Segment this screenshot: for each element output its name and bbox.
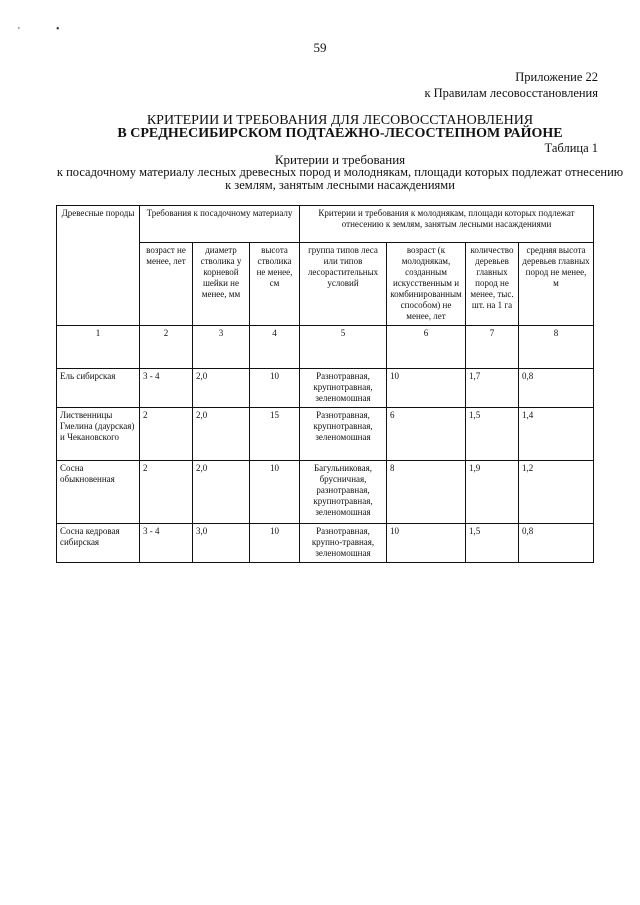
tree-count-cell: 1,7 [466, 369, 519, 408]
tree-count-cell: 1,5 [466, 408, 519, 461]
diameter-cell: 2,0 [193, 369, 250, 408]
planting-age-cell: 2 [140, 461, 193, 524]
appendix-reference: к Правилам лесовосстановления [424, 86, 598, 100]
forest-type-cell: Разнотравная, крупнотравная, зеленомошная [300, 408, 387, 461]
height-cell: 10 [250, 369, 300, 408]
header-height: высота стволика не менее, см [250, 243, 300, 326]
average-height-cell: 1,2 [519, 461, 594, 524]
forest-type-cell: Разнотравная, крупно-травная, зеленомошная [300, 524, 387, 563]
margin-mark: ' [18, 26, 20, 37]
average-height-cell: 0,8 [519, 524, 594, 563]
header-average-height: средняя высота деревьев главных пород не менее, м [519, 243, 594, 326]
average-height-cell: 1,4 [519, 408, 594, 461]
species-cell: Лиственницы Гмелина (даурская) и Чекановского [57, 408, 140, 461]
diameter-cell: 2,0 [193, 408, 250, 461]
diameter-cell: 3,0 [193, 524, 250, 563]
header-forest-type: группа типов леса или типов лесорастительных условий [300, 243, 387, 326]
appendix-label: Приложение 22 [515, 70, 598, 84]
table-row [57, 369, 594, 408]
header-species: Древесные породы [57, 206, 140, 326]
forest-type-cell: Багульниковая, брусничная, разнотравная, крупнотравная, зеленомошная [300, 461, 387, 524]
table-subtitle-line: к землям, занятым лесными насаждениями [225, 178, 455, 192]
young-age-cell: 10 [387, 524, 466, 563]
header-planting-age: возраст не менее, лет [140, 243, 193, 326]
young-age-cell: 6 [387, 408, 466, 461]
column-number: 1 [57, 326, 140, 369]
species-cell: Ель сибирская [57, 369, 140, 408]
header-young-stands: Критерии и требования к молоднякам, площади которых подлежат отнесению к землям, занятым лесными насаждениями [300, 206, 594, 243]
column-number: 6 [387, 326, 466, 369]
column-number: 4 [250, 326, 300, 369]
criteria-table [56, 205, 594, 563]
document-title-region: В СРЕДНЕСИБИРСКОМ ПОДТАЕЖНО-ЛЕСОСТЕПНОМ РАЙОНЕ [117, 126, 563, 141]
page-number: 59 [313, 40, 327, 55]
young-age-cell: 10 [387, 369, 466, 408]
young-age-cell: 8 [387, 461, 466, 524]
diameter-cell: 2,0 [193, 461, 250, 524]
column-number: 7 [466, 326, 519, 369]
margin-mark: • [56, 24, 60, 35]
forest-type-cell: Разнотравная, крупнотравная, зеленомошная [300, 369, 387, 408]
tree-count-cell: 1,5 [466, 524, 519, 563]
planting-age-cell: 2 [140, 408, 193, 461]
table-row [57, 524, 594, 563]
table-label: Таблица 1 [544, 141, 598, 155]
header-planting-material: Требования к посадочному материалу [140, 206, 300, 243]
table-subtitle-line: к посадочному материалу лесных древесных пород и молоднякам, площади которых подлежат отнесению [56, 165, 624, 179]
column-number: 2 [140, 326, 193, 369]
table-subtitle: Критерии и требования [274, 152, 406, 167]
header-tree-count: количество деревьев главных пород не менее, тыс. шт. на 1 га [466, 243, 519, 326]
column-number: 8 [519, 326, 594, 369]
column-number: 5 [300, 326, 387, 369]
table-row [57, 461, 594, 524]
column-number: 3 [193, 326, 250, 369]
height-cell: 10 [250, 524, 300, 563]
header-young-age: возраст (к молоднякам, созданным искусственным и комбинированным способом) не менее, лет [387, 243, 466, 326]
tree-count-cell: 1,9 [466, 461, 519, 524]
height-cell: 10 [250, 461, 300, 524]
species-cell: Сосна обыкновенная [57, 461, 140, 524]
planting-age-cell: 3 - 4 [140, 369, 193, 408]
height-cell: 15 [250, 408, 300, 461]
document-title: КРИТЕРИИ И ТРЕБОВАНИЯ ДЛЯ ЛЕСОВОССТАНОВЛЕНИЯ [146, 113, 534, 128]
header-diameter: диаметр стволика у корневой шейки не менее, мм [193, 243, 250, 326]
planting-age-cell: 3 - 4 [140, 524, 193, 563]
average-height-cell: 0,8 [519, 369, 594, 408]
species-cell: Сосна кедровая сибирская [57, 524, 140, 563]
table-row [57, 408, 594, 461]
